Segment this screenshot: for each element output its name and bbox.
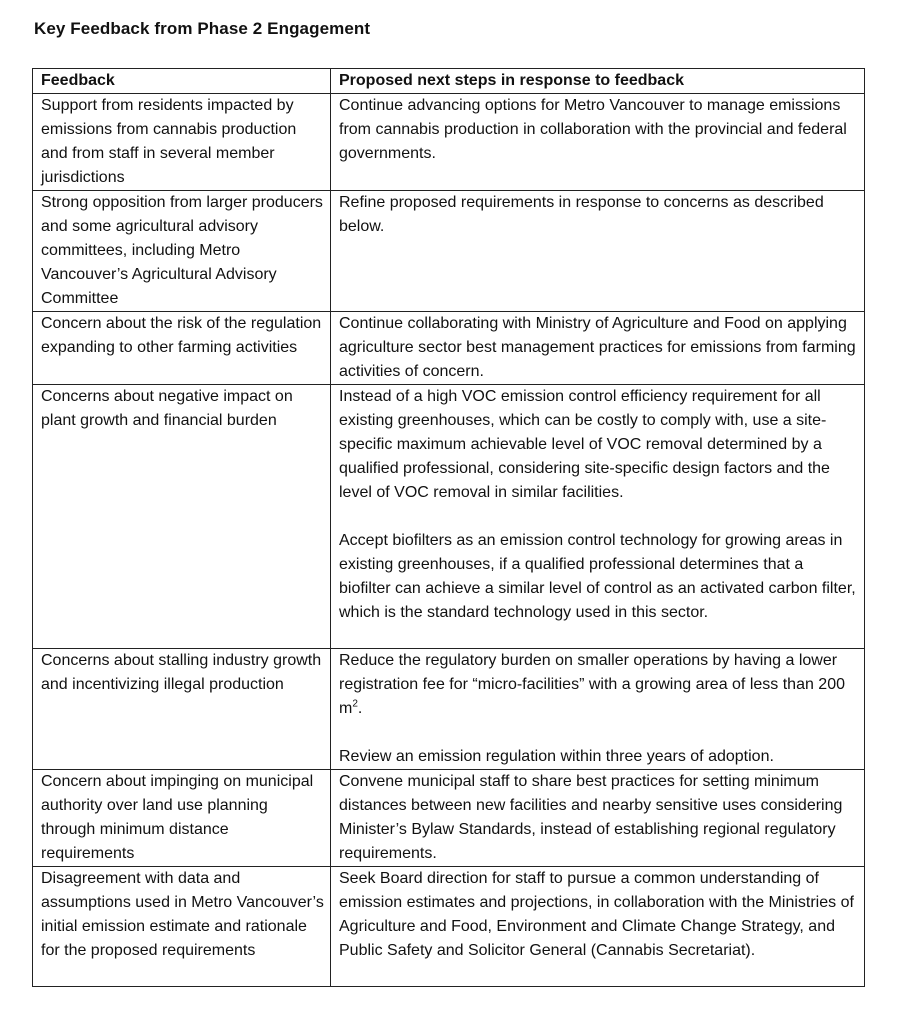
table-row xyxy=(33,649,865,770)
table-row xyxy=(33,94,865,191)
next-step-paragraph: Convene municipal staff to share best practices for setting minimum distances between new facilities and nearby sensitive uses considering Minister’s Bylaw Standards, instead of establishing regional regulatory requirements. xyxy=(339,773,843,862)
feedback-cell: Concerns about stalling industry growth and incentivizing illegal production xyxy=(33,649,331,770)
table-row xyxy=(33,312,865,385)
next-steps-cell xyxy=(331,770,865,867)
table-row xyxy=(33,385,865,649)
next-step-paragraph xyxy=(339,649,858,721)
next-steps-cell xyxy=(331,312,865,385)
next-step-paragraph: Refine proposed requirements in response to concerns as described below. xyxy=(339,194,824,235)
feedback-cell: Support from residents impacted by emissions from cannabis production and from staff in several member jurisdictions xyxy=(33,94,331,191)
column-header-next-steps: Proposed next steps in response to feedback xyxy=(331,69,865,94)
feedback-cell: Concern about the risk of the regulation expanding to other farming activities xyxy=(33,312,331,385)
feedback-cell: Strong opposition from larger producers and some agricultural advisory committees, including Metro Vancouver’s Agricultural Advisory Committee xyxy=(33,191,331,312)
document-title: Key Feedback from Phase 2 Engagement xyxy=(34,19,371,38)
next-steps-cell xyxy=(331,649,865,770)
next-steps-cell xyxy=(331,94,865,191)
next-step-paragraph: Accept biofilters as an emission control technology for growing areas in existing greenhouses, if a qualified professional determines that a biofilter can achieve a similar level of control as an activated carbon filter, which is the standard technology used in this sector. xyxy=(339,532,856,621)
next-step-paragraph: Instead of a high VOC emission control efficiency requirement for all existing greenhouses, which can be costly to comply with, use a site-specific maximum achievable level of VOC removal determined by a qualified professional, considering site-specific design factors and the level of VOC removal in similar facilities. xyxy=(339,388,830,501)
next-step-paragraph: Review an emission regulation within three years of adoption. xyxy=(339,748,774,765)
next-steps-cell xyxy=(331,867,865,987)
feedback-cell: Concerns about negative impact on plant growth and financial burden xyxy=(33,385,331,649)
next-step-text: Reduce the regulatory burden on smaller operations by having a lower registration fee for “micro-facilities” with a growing area of less than 200 m xyxy=(339,652,845,717)
next-steps-cell xyxy=(331,191,865,312)
next-step-paragraph: Continue collaborating with Ministry of Agriculture and Food on applying agriculture sector best management practices for emissions from farming activities of concern. xyxy=(339,315,856,380)
table-header-row xyxy=(33,69,865,94)
next-step-paragraph: Continue advancing options for Metro Vancouver to manage emissions from cannabis production in collaboration with the provincial and federal governments. xyxy=(339,97,847,162)
feedback-table xyxy=(32,68,865,987)
unit-suffix: . xyxy=(357,700,363,717)
next-step-paragraph: Seek Board direction for staff to pursue a common understanding of emission estimates and projections, in collaboration with the Ministries of Agriculture and Food, Environment and Climate Change Strategy, and Public Safety and Solicitor General (Cannabis Secretariat). xyxy=(339,870,854,959)
table-row xyxy=(33,867,865,987)
table-row xyxy=(33,770,865,867)
feedback-cell: Concern about impinging on municipal authority over land use planning through minimum distance requirements xyxy=(33,770,331,867)
feedback-cell: Disagreement with data and assumptions used in Metro Vancouver’s initial emission estimate and rationale for the proposed requirements xyxy=(33,867,331,987)
column-header-feedback: Feedback xyxy=(33,69,331,94)
next-steps-cell xyxy=(331,385,865,649)
unit-superscript: 2 xyxy=(352,698,358,710)
table-row xyxy=(33,191,865,312)
